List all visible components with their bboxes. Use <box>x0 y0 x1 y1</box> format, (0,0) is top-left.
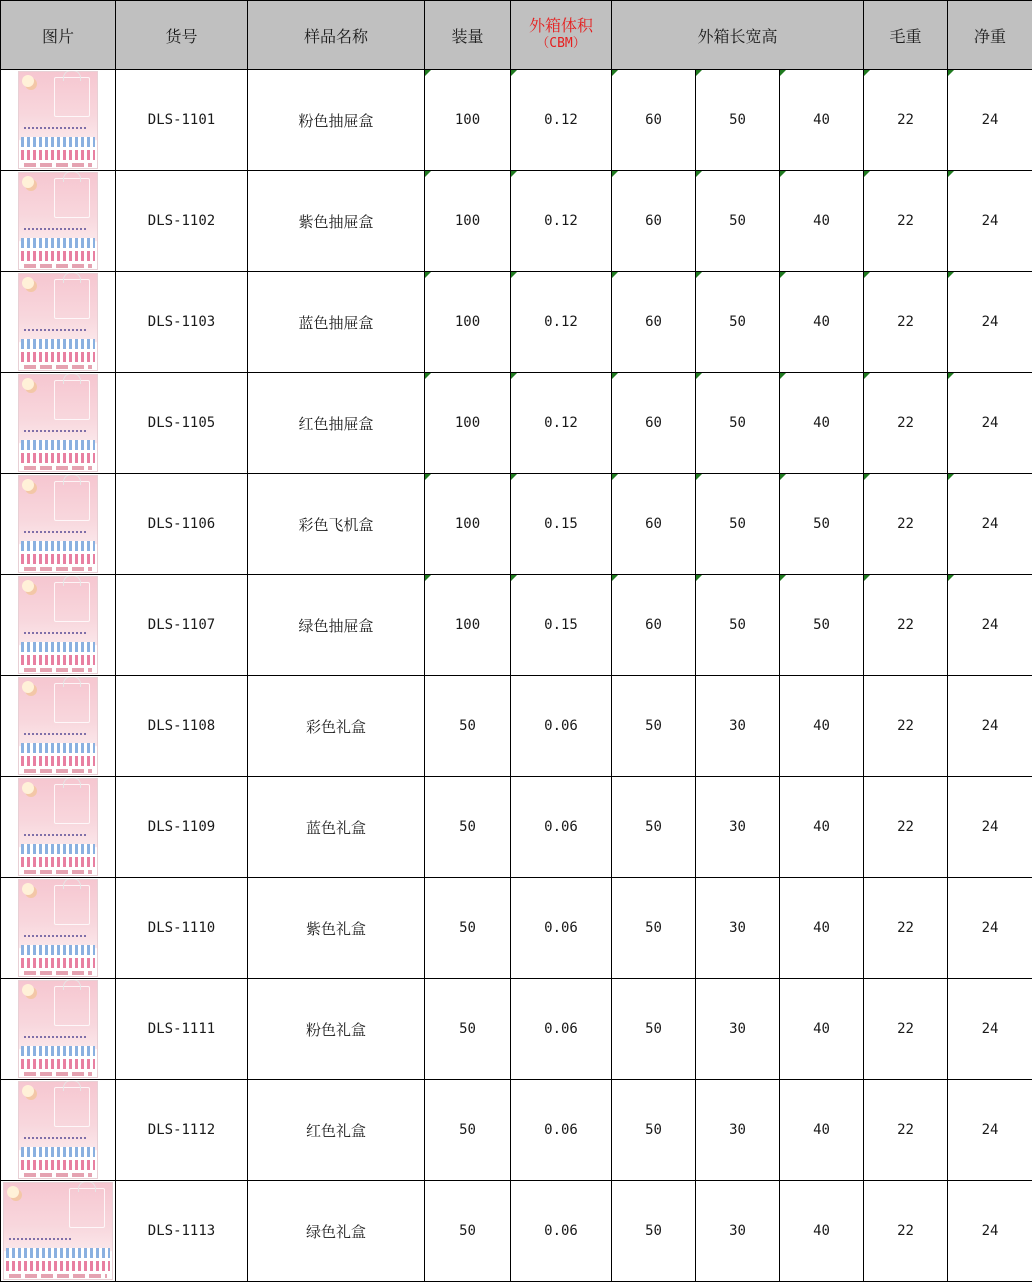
width-cell[interactable]: 50 <box>696 272 780 373</box>
height-cell[interactable]: 40 <box>780 878 864 979</box>
gross-weight-cell[interactable]: 22 <box>864 171 948 272</box>
width-cell[interactable]: 50 <box>696 575 780 676</box>
height-cell[interactable]: 40 <box>780 777 864 878</box>
table-row <box>1 272 1032 373</box>
product-thumbnail-image <box>18 374 98 472</box>
product-image-cell[interactable] <box>1 272 116 373</box>
product-image-cell[interactable] <box>1 373 116 474</box>
length-cell[interactable]: 60 <box>612 171 696 272</box>
sku-cell[interactable]: DLS-1105 <box>116 373 248 474</box>
height-cell[interactable]: 40 <box>780 171 864 272</box>
qty-cell[interactable]: 50 <box>425 676 511 777</box>
product-image-cell[interactable] <box>1 777 116 878</box>
product-thumbnail-image <box>18 677 98 775</box>
product-thumbnail-image <box>18 778 98 876</box>
length-cell[interactable]: 60 <box>612 70 696 171</box>
header-row <box>1 1 1032 70</box>
qty-cell[interactable]: 50 <box>425 1181 511 1282</box>
length-cell[interactable]: 50 <box>612 777 696 878</box>
product-name-cell[interactable]: 红色抽屉盒 <box>248 373 425 474</box>
table-row <box>1 70 1032 171</box>
product-image-cell[interactable] <box>1 979 116 1080</box>
table-row <box>1 474 1032 575</box>
height-cell[interactable]: 50 <box>780 474 864 575</box>
width-cell[interactable]: 30 <box>696 979 780 1080</box>
header-name[interactable]: 样品名称 <box>248 1 425 70</box>
sku-cell[interactable]: DLS-1108 <box>116 676 248 777</box>
product-image-cell[interactable] <box>1 474 116 575</box>
length-cell[interactable]: 50 <box>612 1080 696 1181</box>
net-weight-cell[interactable]: 24 <box>948 474 1032 575</box>
product-image-cell[interactable] <box>1 878 116 979</box>
product-name-cell[interactable]: 彩色礼盒 <box>248 676 425 777</box>
gross-weight-cell[interactable]: 22 <box>864 1181 948 1282</box>
product-image-cell[interactable] <box>1 1080 116 1181</box>
height-cell[interactable]: 40 <box>780 272 864 373</box>
product-name-cell[interactable]: 彩色飞机盒 <box>248 474 425 575</box>
product-name-cell[interactable]: 绿色抽屉盒 <box>248 575 425 676</box>
table-row <box>1 676 1032 777</box>
header-dimensions[interactable]: 外箱长宽高 <box>612 1 864 70</box>
product-thumbnail-image <box>18 475 98 573</box>
width-cell[interactable]: 50 <box>696 70 780 171</box>
product-thumbnail-image <box>18 879 98 977</box>
sku-cell[interactable]: DLS-1112 <box>116 1080 248 1181</box>
net-weight-cell[interactable]: 24 <box>948 878 1032 979</box>
volume-cell[interactable]: 0.06 <box>511 979 612 1080</box>
gross-weight-cell[interactable]: 22 <box>864 878 948 979</box>
height-cell[interactable]: 40 <box>780 979 864 1080</box>
header-net-weight[interactable]: 净重 <box>948 1 1032 70</box>
table-body <box>1 70 1032 1282</box>
volume-cell[interactable]: 0.06 <box>511 878 612 979</box>
header-image[interactable]: 图片 <box>1 1 116 70</box>
table-row <box>1 575 1032 676</box>
length-cell[interactable]: 50 <box>612 1181 696 1282</box>
table-row <box>1 777 1032 878</box>
net-weight-cell[interactable]: 24 <box>948 676 1032 777</box>
product-image-cell[interactable] <box>1 676 116 777</box>
table-row <box>1 171 1032 272</box>
net-weight-cell[interactable]: 24 <box>948 777 1032 878</box>
length-cell[interactable]: 60 <box>612 373 696 474</box>
product-name-cell[interactable]: 紫色抽屉盒 <box>248 171 425 272</box>
product-thumbnail-image <box>18 71 98 169</box>
product-name-cell[interactable]: 红色礼盒 <box>248 1080 425 1181</box>
sku-cell[interactable]: DLS-1109 <box>116 777 248 878</box>
sku-cell[interactable]: DLS-1106 <box>116 474 248 575</box>
product-name-cell[interactable]: 紫色礼盒 <box>248 878 425 979</box>
header-qty[interactable]: 装量 <box>425 1 511 70</box>
width-cell[interactable]: 30 <box>696 777 780 878</box>
length-cell[interactable]: 60 <box>612 272 696 373</box>
net-weight-cell[interactable]: 24 <box>948 373 1032 474</box>
sku-cell[interactable]: DLS-1101 <box>116 70 248 171</box>
product-thumbnail-image <box>18 273 98 371</box>
table-row <box>1 1181 1032 1282</box>
length-cell[interactable]: 60 <box>612 575 696 676</box>
qty-cell[interactable]: 50 <box>425 777 511 878</box>
gross-weight-cell[interactable]: 22 <box>864 676 948 777</box>
width-cell[interactable]: 30 <box>696 676 780 777</box>
gross-weight-cell[interactable]: 22 <box>864 1080 948 1181</box>
qty-cell[interactable]: 50 <box>425 1080 511 1181</box>
width-cell[interactable]: 30 <box>696 878 780 979</box>
volume-cell[interactable]: 0.12 <box>511 373 612 474</box>
qty-cell[interactable]: 100 <box>425 272 511 373</box>
length-cell[interactable]: 50 <box>612 676 696 777</box>
length-cell[interactable]: 60 <box>612 474 696 575</box>
product-thumbnail-image <box>18 576 98 674</box>
height-cell[interactable]: 50 <box>780 575 864 676</box>
table-row <box>1 373 1032 474</box>
height-cell[interactable]: 40 <box>780 676 864 777</box>
header-volume-unit: （CBM） <box>536 36 586 51</box>
net-weight-cell[interactable]: 24 <box>948 70 1032 171</box>
volume-cell[interactable]: 0.15 <box>511 575 612 676</box>
gross-weight-cell[interactable]: 22 <box>864 575 948 676</box>
width-cell[interactable]: 50 <box>696 474 780 575</box>
product-thumbnail-image <box>18 172 98 270</box>
gross-weight-cell[interactable]: 22 <box>864 979 948 1080</box>
product-name-cell[interactable]: 粉色礼盒 <box>248 979 425 1080</box>
product-image-cell[interactable] <box>1 171 116 272</box>
qty-cell[interactable]: 50 <box>425 979 511 1080</box>
width-cell[interactable]: 50 <box>696 373 780 474</box>
volume-cell[interactable]: 0.12 <box>511 70 612 171</box>
product-thumbnail-image <box>18 1081 98 1179</box>
height-cell[interactable]: 40 <box>780 373 864 474</box>
width-cell[interactable]: 30 <box>696 1181 780 1282</box>
length-cell[interactable]: 50 <box>612 979 696 1080</box>
net-weight-cell[interactable]: 24 <box>948 272 1032 373</box>
sku-cell[interactable]: DLS-1113 <box>116 1181 248 1282</box>
net-weight-cell[interactable]: 24 <box>948 979 1032 1080</box>
sku-cell[interactable]: DLS-1102 <box>116 171 248 272</box>
volume-cell[interactable]: 0.06 <box>511 1181 612 1282</box>
qty-cell[interactable]: 100 <box>425 575 511 676</box>
sku-cell[interactable]: DLS-1111 <box>116 979 248 1080</box>
product-thumbnail-image <box>18 980 98 1078</box>
volume-cell[interactable]: 0.12 <box>511 171 612 272</box>
net-weight-cell[interactable]: 24 <box>948 171 1032 272</box>
qty-cell[interactable]: 100 <box>425 474 511 575</box>
width-cell[interactable]: 30 <box>696 1080 780 1181</box>
table-row <box>1 979 1032 1080</box>
product-name-cell[interactable]: 蓝色抽屉盒 <box>248 272 425 373</box>
gross-weight-cell[interactable]: 22 <box>864 272 948 373</box>
net-weight-cell[interactable]: 24 <box>948 1080 1032 1181</box>
product-name-cell[interactable]: 蓝色礼盒 <box>248 777 425 878</box>
table-row <box>1 878 1032 979</box>
header-volume[interactable] <box>511 1 612 70</box>
volume-cell[interactable]: 0.12 <box>511 272 612 373</box>
header-gross-weight[interactable]: 毛重 <box>864 1 948 70</box>
qty-cell[interactable]: 100 <box>425 171 511 272</box>
header-volume-label: 外箱体积 <box>528 16 593 35</box>
height-cell[interactable]: 40 <box>780 1181 864 1282</box>
qty-cell[interactable]: 100 <box>425 373 511 474</box>
volume-cell[interactable]: 0.06 <box>511 676 612 777</box>
gross-weight-cell[interactable]: 22 <box>864 373 948 474</box>
product-image-cell[interactable] <box>1 575 116 676</box>
height-cell[interactable]: 40 <box>780 70 864 171</box>
volume-cell[interactable]: 0.06 <box>511 777 612 878</box>
volume-cell[interactable]: 0.06 <box>511 1080 612 1181</box>
gross-weight-cell[interactable]: 22 <box>864 474 948 575</box>
sku-cell[interactable]: DLS-1110 <box>116 878 248 979</box>
height-cell[interactable]: 40 <box>780 1080 864 1181</box>
product-image-cell[interactable] <box>1 1181 116 1282</box>
sku-cell[interactable]: DLS-1103 <box>116 272 248 373</box>
net-weight-cell[interactable]: 24 <box>948 575 1032 676</box>
gross-weight-cell[interactable]: 22 <box>864 70 948 171</box>
table-row <box>1 1080 1032 1181</box>
product-thumbnail-image <box>3 1182 113 1280</box>
width-cell[interactable]: 50 <box>696 171 780 272</box>
sku-cell[interactable]: DLS-1107 <box>116 575 248 676</box>
header-sku[interactable]: 货号 <box>116 1 248 70</box>
qty-cell[interactable]: 50 <box>425 878 511 979</box>
qty-cell[interactable]: 100 <box>425 70 511 171</box>
product-name-cell[interactable]: 绿色礼盒 <box>248 1181 425 1282</box>
net-weight-cell[interactable]: 24 <box>948 1181 1032 1282</box>
gross-weight-cell[interactable]: 22 <box>864 777 948 878</box>
product-image-cell[interactable] <box>1 70 116 171</box>
volume-cell[interactable]: 0.15 <box>511 474 612 575</box>
product-name-cell[interactable]: 粉色抽屉盒 <box>248 70 425 171</box>
length-cell[interactable]: 50 <box>612 878 696 979</box>
